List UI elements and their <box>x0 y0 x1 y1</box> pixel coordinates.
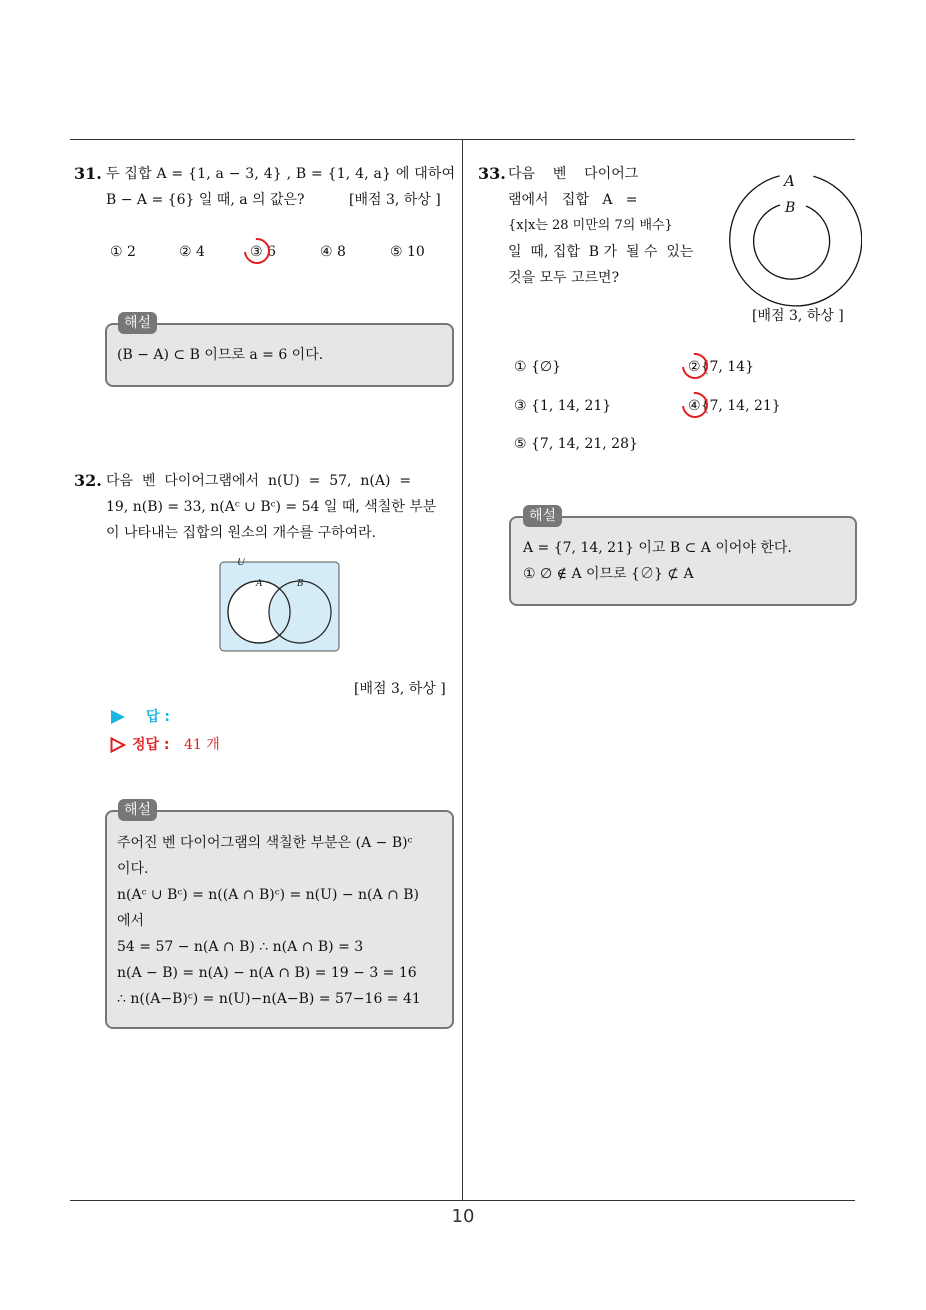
label-a: A <box>256 579 263 589</box>
question-33-line4: 일 때, 집합 B 가 될 수 있는 <box>508 244 694 260</box>
question-32-score: [배점 3, 하상 ] <box>354 681 446 697</box>
choice-text: {1, 14, 21} <box>531 398 612 414</box>
q33-choice-5[interactable] <box>514 434 638 454</box>
q32-solution-line: n(A − B) = n(A) − n(A ∩ B) = 19 − 3 = 16 <box>117 965 417 981</box>
q32-solution-line: 주어진 벤 다이어그램의 색칠한 부분은 (A − B)ᶜ <box>117 835 413 851</box>
label-a: A <box>784 172 795 190</box>
choice-text: {7, 14} <box>700 359 754 375</box>
q32-solution-line: 에서 <box>117 913 145 929</box>
label-u: U <box>237 558 246 568</box>
set-b-arc <box>754 205 830 279</box>
q31-solution-text: (B − A) ⊂ B 이므로 a = 6 이다. <box>117 347 324 363</box>
choice-text: 2 <box>127 244 136 260</box>
question-31-line2: B − A = {6} 일 때, a 의 값은? <box>106 192 305 208</box>
q32-solution-line: 이다. <box>117 861 149 877</box>
question-32-line3: 이 나타내는 집합의 원소의 개수를 구하여라. <box>106 525 377 541</box>
answer-arrow-icon <box>110 709 126 725</box>
q33-solution-tag: 해설 <box>523 505 562 527</box>
choice-marker: ① <box>514 359 527 375</box>
question-33-line1: 다음 벤 다이어그 <box>508 166 639 182</box>
q33-solution-line: A = {7, 14, 21} 이고 B ⊂ A 이어야 한다. <box>523 540 792 556</box>
choice-text: 10 <box>407 244 425 260</box>
q32-solution-line: n(Aᶜ ∪ Bᶜ) = n((A ∩ B)ᶜ) = n(U) − n(A ∩ B) <box>117 887 420 903</box>
set-a-arc <box>730 176 862 306</box>
choice-text: 8 <box>337 244 346 260</box>
question-31-score: [배점 3, 하상 ] <box>349 192 441 208</box>
answer-mark-circle <box>239 233 276 270</box>
question-33-line2: 램에서 집합 A = <box>508 192 638 208</box>
q32-solution-tag: 해설 <box>118 799 157 821</box>
choice-marker: ① <box>110 244 123 260</box>
choice-marker: ④ <box>320 244 333 260</box>
column-divider <box>462 139 463 1201</box>
q32-solution-line: ∴ n((A−B)ᶜ) = n(U)−n(A−B) = 57−16 = 41 <box>117 991 421 1007</box>
bottom-rule <box>70 1200 855 1201</box>
q32-venn-diagram <box>218 558 342 654</box>
answer-label: 답 : <box>146 709 170 725</box>
choice-text: {∅} <box>531 359 562 375</box>
q32-solution-line: 54 = 57 − n(A ∩ B) ∴ n(A ∩ B) = 3 <box>117 939 364 955</box>
question-31-number: 31. <box>74 164 102 183</box>
choice-marker: ③ <box>250 244 263 260</box>
q31-solution-tag: 해설 <box>118 312 157 334</box>
question-33-number: 33. <box>478 164 506 183</box>
q33-set-diagram <box>720 168 862 310</box>
question-32-line1: 다음 벤 다이어그램에서 n(U) = 57, n(A) = <box>106 473 412 489</box>
q32-answer-row <box>110 706 310 728</box>
q31-choice-1[interactable] <box>110 242 136 262</box>
choice-marker: ⑤ <box>514 436 527 452</box>
question-33-line3: {x|x는 28 미만의 7의 배수} <box>508 218 673 233</box>
q33-solution-box <box>509 516 857 606</box>
question-31-line1: 두 집합 A = {1, a − 3, 4} , B = {1, 4, a} 에 대하여 <box>106 166 456 182</box>
label-b: B <box>785 200 796 216</box>
correct-label: 정답 : <box>132 737 170 753</box>
choice-text: 4 <box>196 244 205 260</box>
question-33-line5: 것을 모두 고르면? <box>508 270 620 286</box>
answer-mark-circle <box>677 387 714 424</box>
correct-value: 41 개 <box>184 737 220 753</box>
question-33 <box>478 161 708 301</box>
choice-text: {7, 14, 21} <box>700 398 781 414</box>
answer-mark-circle <box>677 348 714 385</box>
question-32-number: 32. <box>74 471 102 490</box>
question-32-line2: 19, n(B) = 33, n(Aᶜ ∪ Bᶜ) = 54 일 때, 색칠한 부분 <box>106 499 437 515</box>
q31-solution-box <box>105 323 454 387</box>
q32-solution-box <box>105 810 454 1029</box>
choice-marker: ③ <box>514 398 527 414</box>
q32-correct-row <box>110 734 310 756</box>
page-number: 10 <box>451 1206 475 1227</box>
choice-marker: ② <box>179 244 192 260</box>
label-b: B <box>297 579 304 589</box>
correct-arrow-icon <box>110 737 126 753</box>
question-33-score: [배점 3, 하상 ] <box>752 308 844 324</box>
choice-marker: ④ <box>688 398 701 414</box>
q33-choice-1[interactable] <box>514 357 561 377</box>
q31-choice-5[interactable] <box>390 242 425 262</box>
q31-choice-4[interactable] <box>320 242 346 262</box>
q33-choice-3[interactable] <box>514 396 611 416</box>
choice-marker: ⑤ <box>390 244 403 260</box>
choice-marker: ② <box>688 359 701 375</box>
q33-solution-line: ① ∅ ∉ A 이므로 {∅} ⊄ A <box>523 566 694 582</box>
choice-text: {7, 14, 21, 28} <box>531 436 638 452</box>
q31-choice-2[interactable] <box>179 242 205 262</box>
choice-text: 6 <box>267 244 276 260</box>
